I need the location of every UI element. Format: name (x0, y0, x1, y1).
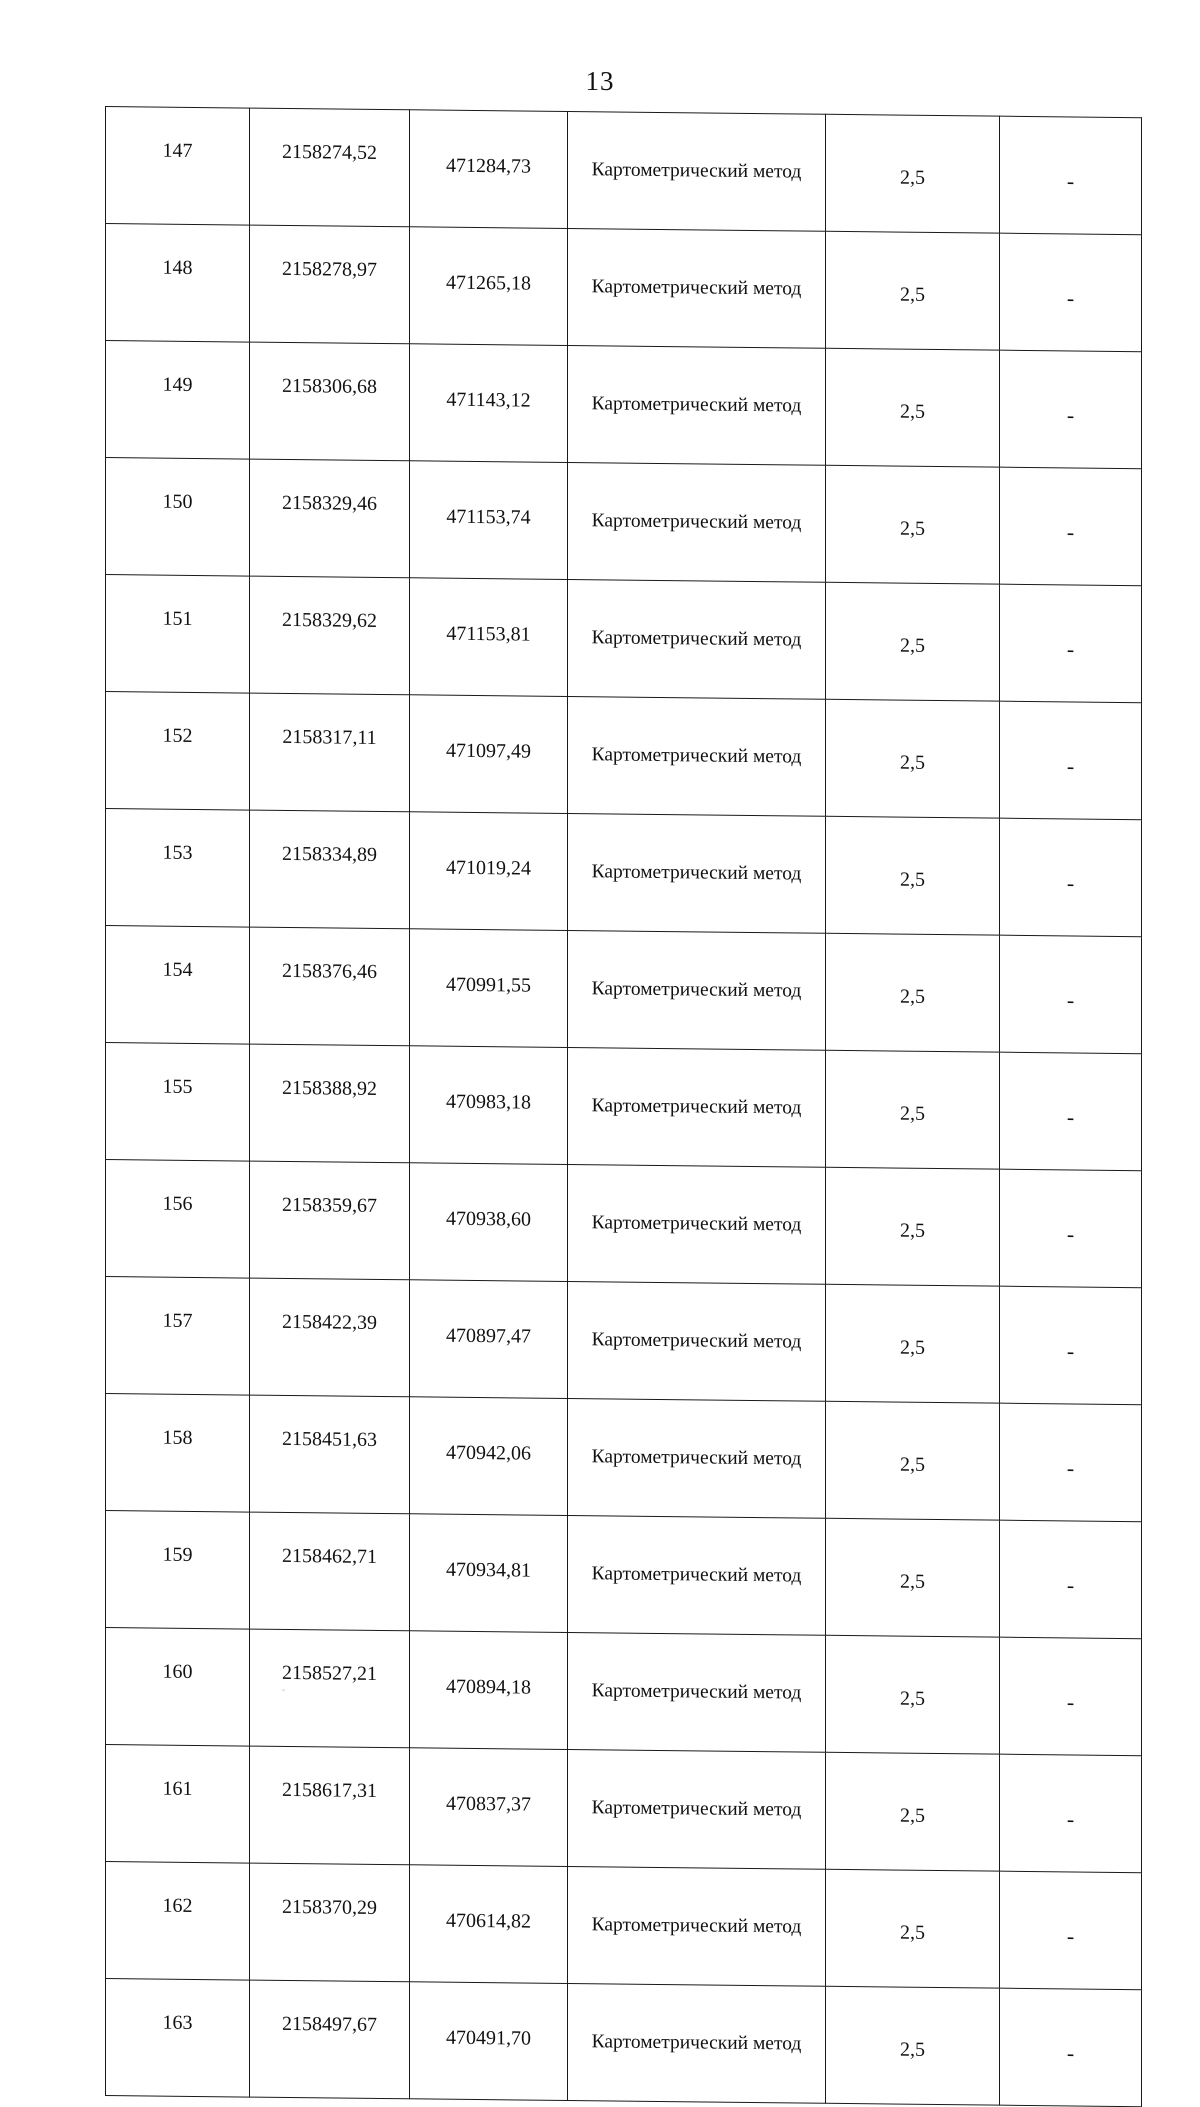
y-coordinate-cell: 470894,18 (410, 1631, 568, 1750)
accuracy-cell: 2,5 (826, 816, 1000, 935)
x-coordinate-cell: 2158329,62 (250, 576, 410, 695)
y-coordinate-cell: 470983,18 (410, 1046, 568, 1165)
note-cell: - (1000, 350, 1142, 469)
x-coordinate-cell: 2158329,46 (250, 459, 410, 578)
note-cell: - (1000, 935, 1142, 1054)
table-row (106, 1511, 1142, 1639)
note-cell: - (1000, 1403, 1142, 1522)
note-cell: - (1000, 1871, 1142, 1990)
coordinates-table (105, 106, 1142, 2107)
accuracy-cell: 2,5 (826, 1518, 1000, 1637)
note-cell: - (1000, 233, 1142, 352)
method-cell: Картометрический метод (568, 1282, 826, 1402)
point-number-cell: 155 (106, 1043, 250, 1162)
point-number-cell: 148 (106, 224, 250, 343)
accuracy-cell: 2,5 (826, 582, 1000, 701)
coordinates-table-body (106, 107, 1142, 2107)
accuracy-cell: 2,5 (826, 1752, 1000, 1871)
y-coordinate-cell: 470942,06 (410, 1397, 568, 1516)
point-number-cell: 161 (106, 1745, 250, 1864)
table-row (106, 692, 1142, 820)
accuracy-cell: 2,5 (826, 1869, 1000, 1988)
x-coordinate-cell: 2158317,11 (250, 693, 410, 812)
point-number-cell: 157 (106, 1277, 250, 1396)
y-coordinate-cell: 470938,60 (410, 1163, 568, 1282)
x-coordinate-cell: 2158359,67 (250, 1161, 410, 1280)
note-cell: - (1000, 818, 1142, 937)
table-row (106, 341, 1142, 469)
table-row (106, 1979, 1142, 2107)
table-row (106, 107, 1142, 235)
method-cell: Картометрический метод (568, 1750, 826, 1870)
coordinates-table-wrapper (105, 106, 1141, 2107)
point-number-cell: 162 (106, 1862, 250, 1981)
table-row (106, 458, 1142, 586)
accuracy-cell: 2,5 (826, 1401, 1000, 1520)
accuracy-cell: 2,5 (826, 1986, 1000, 2105)
y-coordinate-cell: 470491,70 (410, 1982, 568, 2101)
point-number-cell: 147 (106, 107, 250, 226)
table-row (106, 1628, 1142, 1756)
accuracy-cell: 2,5 (826, 1284, 1000, 1403)
note-cell: - (1000, 1754, 1142, 1873)
method-cell: Картометрический метод (568, 1048, 826, 1168)
point-number-cell: 150 (106, 458, 250, 577)
y-coordinate-cell: 471153,81 (410, 578, 568, 697)
accuracy-cell: 2,5 (826, 1050, 1000, 1169)
note-cell: - (1000, 701, 1142, 820)
method-cell: Картометрический метод (568, 814, 826, 934)
x-coordinate-cell: 2158274,52 (250, 108, 410, 227)
note-cell: - (1000, 1637, 1142, 1756)
table-row (106, 1160, 1142, 1288)
y-coordinate-cell: 471265,18 (410, 227, 568, 346)
method-cell: Картометрический метод (568, 580, 826, 700)
accuracy-cell: 2,5 (826, 348, 1000, 467)
table-row (106, 1277, 1142, 1405)
y-coordinate-cell: 470837,37 (410, 1748, 568, 1867)
x-coordinate-cell: 2158388,92 (250, 1044, 410, 1163)
method-cell: Картометрический метод (568, 1633, 826, 1753)
accuracy-cell: 2,5 (826, 114, 1000, 233)
x-coordinate-cell: 2158462,71 (250, 1512, 410, 1631)
x-coordinate-cell: 2158527,21 (250, 1629, 410, 1748)
accuracy-cell: 2,5 (826, 699, 1000, 818)
point-number-cell: 159 (106, 1511, 250, 1630)
accuracy-cell: 2,5 (826, 231, 1000, 350)
note-cell: - (1000, 467, 1142, 586)
table-row (106, 224, 1142, 352)
method-cell: Картометрический метод (568, 463, 826, 583)
x-coordinate-cell: 2158376,46 (250, 927, 410, 1046)
point-number-cell: 154 (106, 926, 250, 1045)
method-cell: Картометрический метод (568, 1984, 826, 2104)
y-coordinate-cell: 471143,12 (410, 344, 568, 463)
table-row (106, 1745, 1142, 1873)
table-row (106, 575, 1142, 703)
accuracy-cell: 2,5 (826, 1167, 1000, 1286)
x-coordinate-cell: 2158451,63 (250, 1395, 410, 1514)
method-cell: Картометрический метод (568, 1165, 826, 1285)
y-coordinate-cell: 471284,73 (410, 110, 568, 229)
x-coordinate-cell: 2158422,39 (250, 1278, 410, 1397)
table-row (106, 809, 1142, 937)
note-cell: - (1000, 1520, 1142, 1639)
table-row (106, 1862, 1142, 1990)
note-cell: - (1000, 1286, 1142, 1405)
scan-mark: ˘ (282, 1688, 285, 1698)
y-coordinate-cell: 471153,74 (410, 461, 568, 580)
page-number: 13 (585, 66, 615, 96)
y-coordinate-cell: 470991,55 (410, 929, 568, 1048)
table-row (106, 926, 1142, 1054)
x-coordinate-cell: 2158370,29 (250, 1863, 410, 1982)
x-coordinate-cell: 2158306,68 (250, 342, 410, 461)
y-coordinate-cell: 470934,81 (410, 1514, 568, 1633)
method-cell: Картометрический метод (568, 229, 826, 349)
point-number-cell: 153 (106, 809, 250, 928)
accuracy-cell: 2,5 (826, 465, 1000, 584)
point-number-cell: 151 (106, 575, 250, 694)
point-number-cell: 158 (106, 1394, 250, 1513)
table-row (106, 1043, 1142, 1171)
y-coordinate-cell: 471019,24 (410, 812, 568, 931)
note-cell: - (1000, 1052, 1142, 1171)
method-cell: Картометрический метод (568, 1399, 826, 1519)
note-cell: - (1000, 116, 1142, 235)
method-cell: Картометрический метод (568, 1516, 826, 1636)
accuracy-cell: 2,5 (826, 933, 1000, 1052)
method-cell: Картометрический метод (568, 697, 826, 817)
method-cell: Картометрический метод (568, 112, 826, 232)
x-coordinate-cell: 2158278,97 (250, 225, 410, 344)
point-number-cell: 149 (106, 341, 250, 460)
method-cell: Картометрический метод (568, 346, 826, 466)
method-cell: Картометрический метод (568, 931, 826, 1051)
method-cell: Картометрический метод (568, 1867, 826, 1987)
point-number-cell: 163 (106, 1979, 250, 2098)
table-row (106, 1394, 1142, 1522)
x-coordinate-cell: 2158497,67 (250, 1980, 410, 2099)
x-coordinate-cell: 2158334,89 (250, 810, 410, 929)
y-coordinate-cell: 471097,49 (410, 695, 568, 814)
point-number-cell: 160 (106, 1628, 250, 1747)
y-coordinate-cell: 470897,47 (410, 1280, 568, 1399)
note-cell: - (1000, 1169, 1142, 1288)
point-number-cell: 152 (106, 692, 250, 811)
y-coordinate-cell: 470614,82 (410, 1865, 568, 1984)
note-cell: - (1000, 584, 1142, 703)
point-number-cell: 156 (106, 1160, 250, 1279)
accuracy-cell: 2,5 (826, 1635, 1000, 1754)
note-cell: - (1000, 1988, 1142, 2107)
x-coordinate-cell: 2158617,31 (250, 1746, 410, 1865)
